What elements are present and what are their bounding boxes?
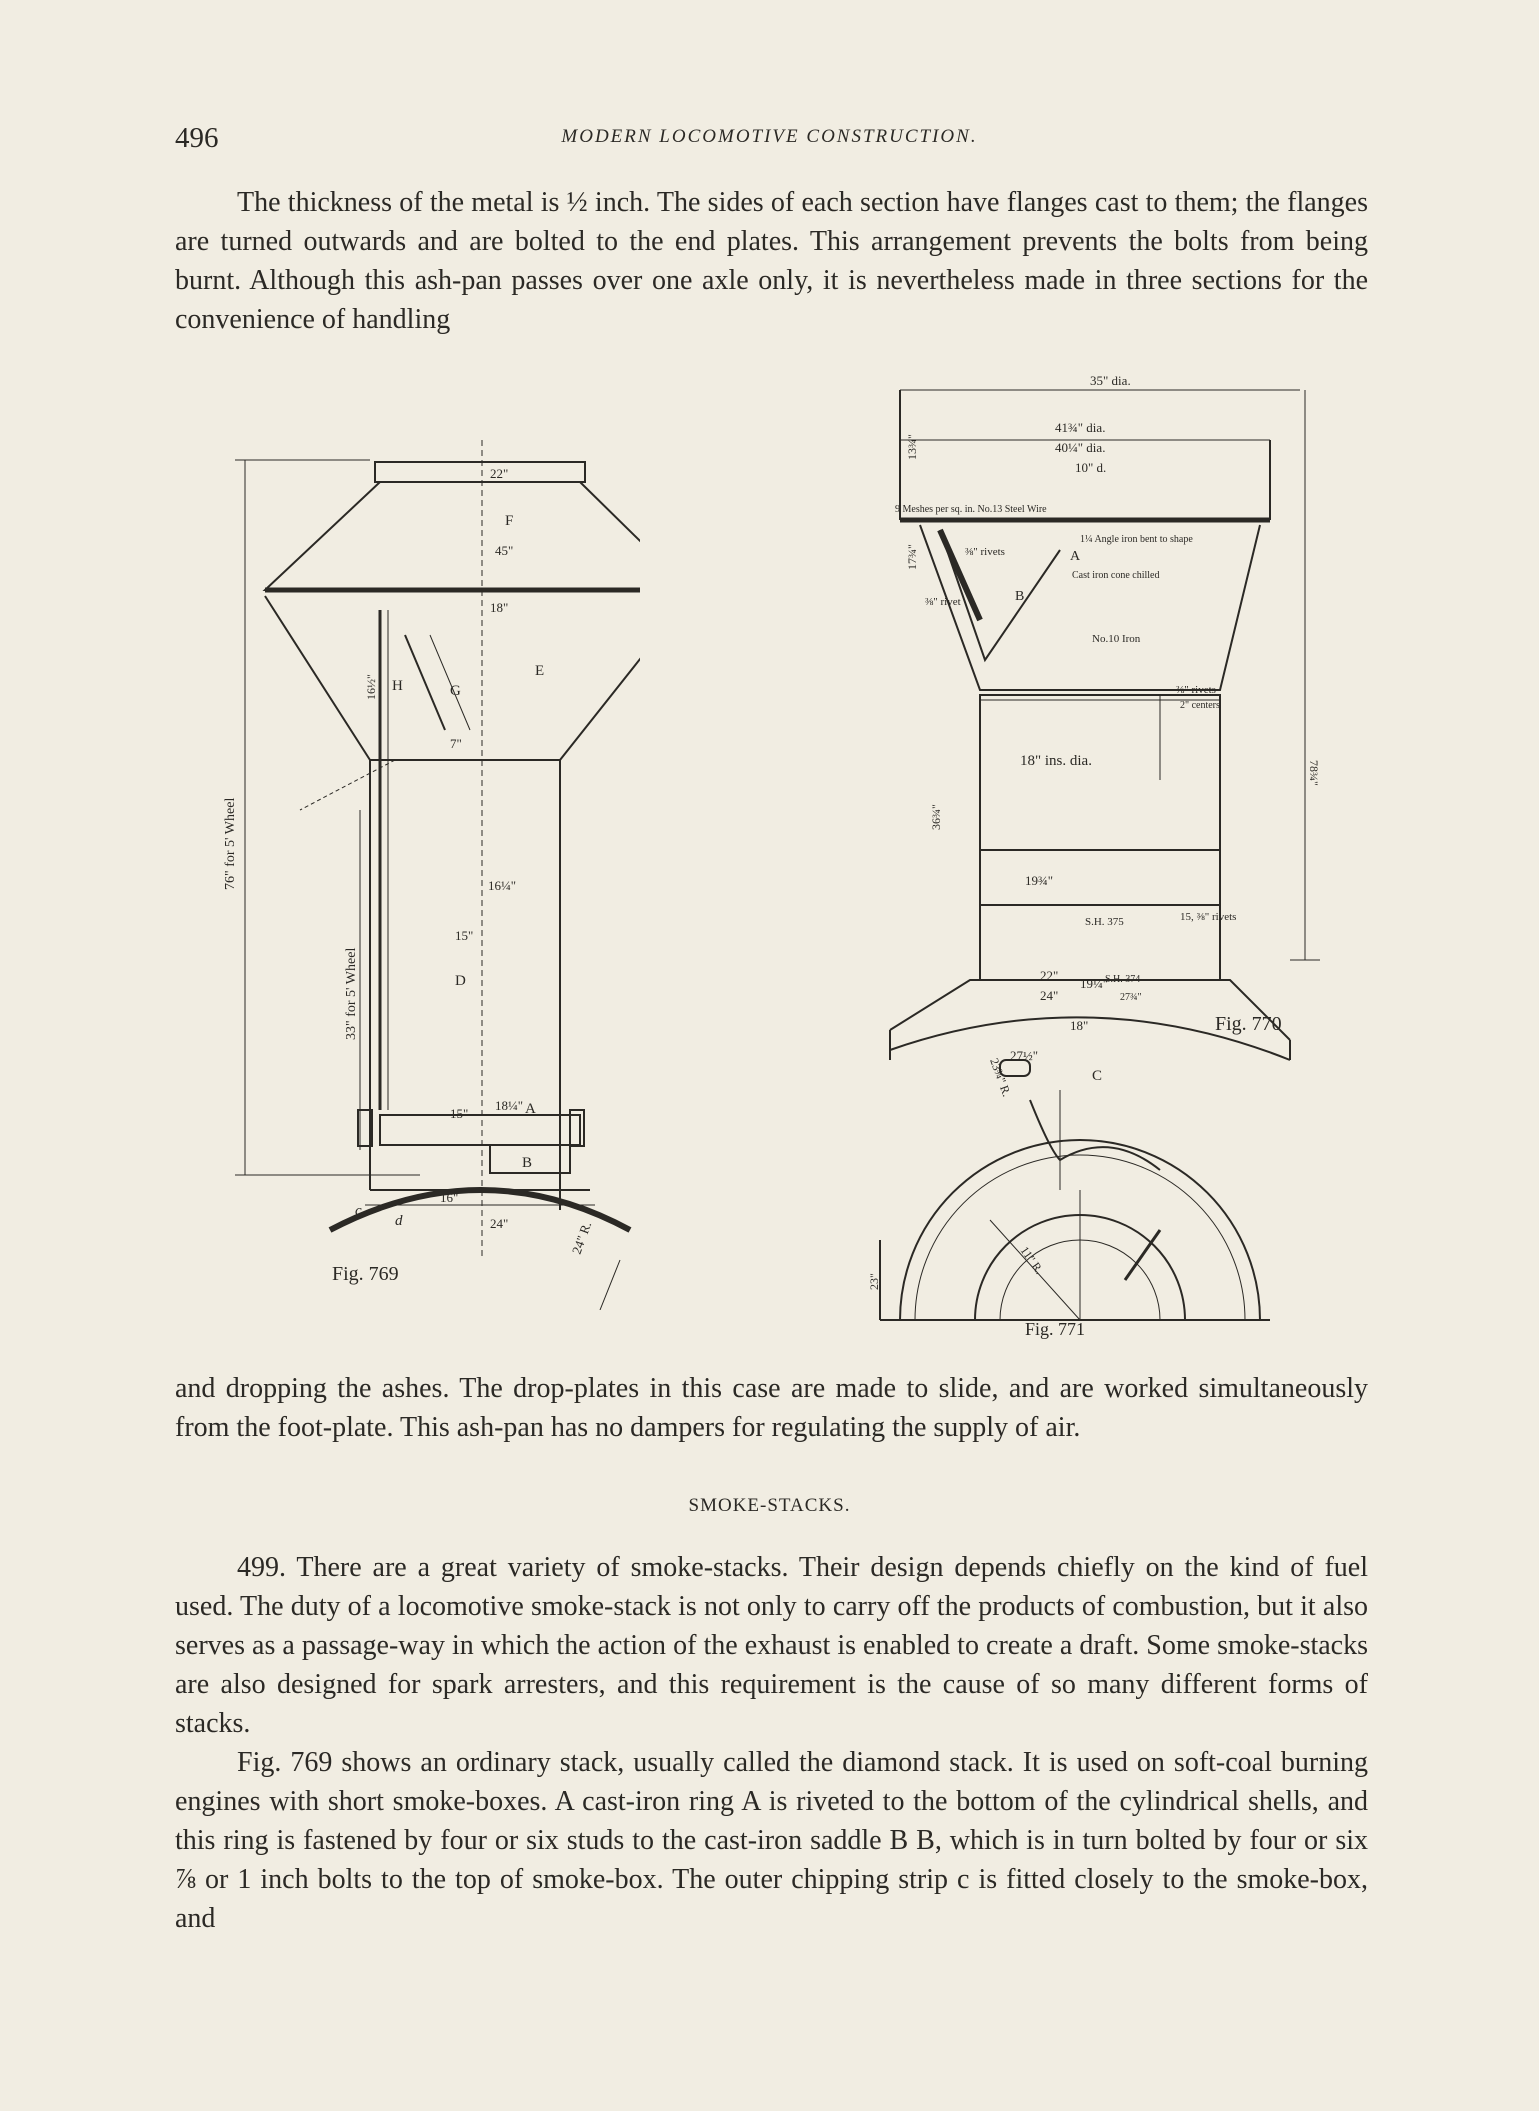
- figure-770-caption: Fig. 770: [1215, 1013, 1282, 1035]
- label-B: B: [1015, 589, 1025, 604]
- label-angle-iron: 1¼ Angle iron bent to shape: [1080, 534, 1193, 545]
- dim-18q: 18¼": [495, 1098, 524, 1113]
- label-sh375: S.H. 375: [1085, 916, 1124, 928]
- dim-height-13: 13¾": [905, 434, 919, 460]
- dim-16b: 16": [440, 1190, 459, 1205]
- label-rivets-1: ⅜" rivets: [965, 546, 1005, 558]
- figure-770-771: [860, 360, 1320, 1340]
- dim-22: 22": [490, 466, 509, 481]
- label-d-10: 10" d.: [1075, 460, 1107, 475]
- label-cone: Cast iron cone chilled: [1072, 570, 1160, 581]
- dim-45: 45": [495, 543, 514, 558]
- figure-769-caption: Fig. 769: [332, 1263, 399, 1285]
- dim-19-1q: 19¼": [1080, 976, 1109, 991]
- label-E: E: [535, 663, 545, 679]
- label-A: A: [525, 1101, 536, 1117]
- dim-15a: 15": [450, 1106, 469, 1121]
- paragraph-section-499: [175, 1548, 1368, 1938]
- figure-771-caption: Fig. 771: [1025, 1319, 1086, 1339]
- label-rivets-3: ⅜" rivets: [1176, 684, 1216, 696]
- dim-16h: 16½": [364, 674, 378, 700]
- label-dia-41: 41¾" dia.: [1055, 420, 1106, 435]
- figure-769-drawing: [220, 430, 640, 1310]
- label-ins-18: 18" ins. dia.: [1020, 753, 1092, 769]
- running-head: [175, 122, 1364, 158]
- dim-18: 18": [1070, 1018, 1089, 1033]
- dim-23: 23": [867, 1273, 881, 1290]
- label-rivet-2: ⅜" rivet: [925, 596, 961, 608]
- dim-27-half: 27½": [1010, 1048, 1039, 1063]
- dim-16q: 16¼": [488, 878, 517, 893]
- dim-height-78: 78¾": [1307, 760, 1320, 786]
- dim-11r: 11" R.: [1017, 1243, 1047, 1277]
- label-dia-40: 40¼" dia.: [1055, 440, 1106, 455]
- label-D: D: [455, 973, 466, 989]
- label-c: c: [355, 1203, 362, 1219]
- paragraph-text: and dropping the ashes. The drop-plates in this case are made to slide, and are worked simultaneously from the foot-plate. This ash-pan has no dampers for regulating the supply of air.: [175, 1373, 1368, 1443]
- section-heading: SMOKE-STACKS.: [688, 1495, 851, 1516]
- dim-24r: 24" R.: [568, 1219, 595, 1257]
- label-B: B: [522, 1155, 533, 1171]
- label-sh374: S.H. 374: [1105, 974, 1141, 985]
- label-A: A: [1070, 549, 1081, 564]
- page-number: 496: [175, 122, 219, 154]
- label-F: F: [505, 513, 514, 529]
- label-rivets-15: 15, ⅜" rivets: [1180, 911, 1237, 923]
- label-mesh: 9 Meshes per sq. in. No.13 Steel Wire: [895, 504, 1047, 515]
- label-d: d: [395, 1213, 403, 1229]
- dim-23r: 23¾" R.: [987, 1056, 1014, 1099]
- figure-770-771-drawing: [860, 360, 1320, 1340]
- dim-height-17: 17¾": [905, 544, 919, 570]
- label-dia-35: 35" dia.: [1090, 373, 1131, 388]
- dim-height-33: 33" for 5' Wheel: [344, 947, 359, 1040]
- paragraph-after-figures: [175, 1369, 1368, 1447]
- dim-7: 7": [450, 736, 462, 751]
- dim-19-3q: 19¾": [1025, 873, 1054, 888]
- paragraph-fig769: Fig. 769 shows an ordinary stack, usually called the diamond stack. It is used on soft-coal burning engines with short smoke-boxes. A cast-iron ring A is riveted to the bottom of the cylindrical shells, and this ring is fastened by four or six studs to the cast-iron saddle B B, which is in turn bolted by four or six ⅞ or 1 inch bolts to the top of smoke-box. The outer chipping strip c is fitted closely to the smoke-box, and: [175, 1747, 1368, 1934]
- dim-24: 24": [490, 1216, 509, 1231]
- paragraph-499: 499. There are a great variety of smoke-stacks. Their design depends chiefly on the kind of fuel used. The duty of a locomotive smoke-stack is not only to carry off the products of combustion, but it also serves as a passage-way in which the action of the exhaust is enabled to create a draft. Some smoke-stacks are also designed for spark arresters, and this requirement is the cause of so many different forms of stacks.: [175, 1552, 1368, 1739]
- running-title: MODERN LOCOMOTIVE CONSTRUCTION.: [561, 126, 978, 147]
- dim-18: 18": [490, 600, 509, 615]
- label-centers: 2" centers: [1180, 700, 1220, 711]
- paragraph-text: The thickness of the metal is ½ inch. The sides of each section have flanges cast to them; the flanges are turned outwards and are bolted to the end plates. This arrangement prevents the bolts from being burnt. Although this ash-pan passes over one axle only, it is nevertheless made in three sections for the convenience of handling: [175, 187, 1368, 335]
- label-iron-10: No.10 Iron: [1092, 633, 1141, 645]
- dim-height-76: 76" for 5' Wheel: [223, 797, 238, 890]
- dim-height-36: 36¾": [929, 804, 943, 830]
- label-G: G: [450, 683, 461, 699]
- label-C: C: [1092, 1068, 1103, 1084]
- dim-15: 15": [455, 928, 474, 943]
- dim-22: 22": [1040, 968, 1059, 983]
- figure-769: [220, 430, 640, 1310]
- dim-24: 24": [1040, 988, 1059, 1003]
- label-H: H: [392, 678, 403, 694]
- paragraph-top: [175, 183, 1368, 339]
- dim-27-3q: 27¾": [1120, 992, 1142, 1003]
